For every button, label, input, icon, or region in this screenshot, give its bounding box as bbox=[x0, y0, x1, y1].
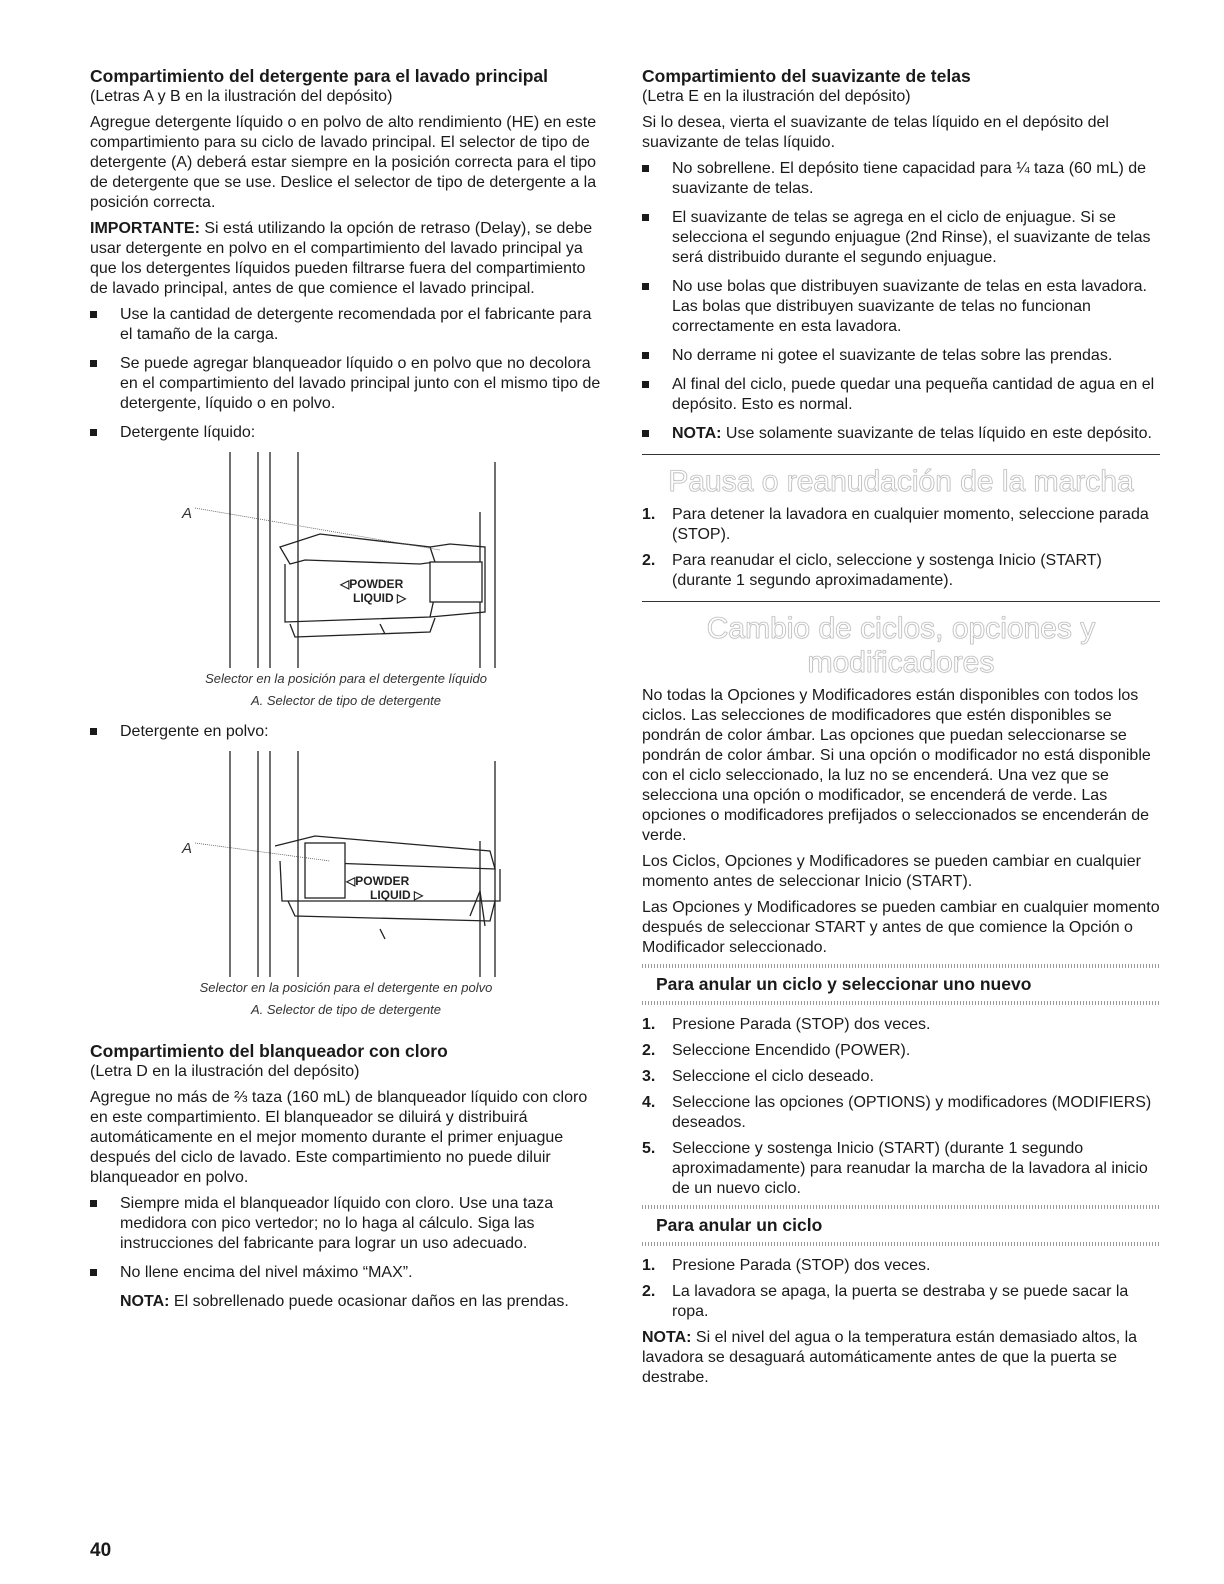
step-text: Presione Parada (STOP) dos veces. bbox=[672, 1016, 931, 1033]
cancel-note bbox=[642, 1328, 1160, 1388]
bleach-note bbox=[90, 1292, 602, 1312]
important-label: IMPORTANTE: bbox=[90, 220, 200, 237]
list-item: 4. Seleccione las opciones (OPTIONS) y modificadores (MODIFIERS) deseados. bbox=[642, 1094, 1152, 1131]
list-item: Siempre mida el blanqueador líquido con cloro. Use una taza medidora con pico vertedor; no lo haga al cálculo. Siga las instrucciones del fabricante para lograr un uso adecuado. bbox=[90, 1194, 602, 1254]
change-paragraph: No todas la Opciones y Modificadores están disponibles con todos los ciclos. Las selecciones de modificadores que estén disponibles se pondrán de color ámbar. Las opciones que puedan seleccionarse se pondrán de color ámbar. Si una opción o modificador no está disponible con el ciclo seleccionado, la luz no se encenderá. Una vez que se selecciona una opción o modificador, se encenderá de verde. Las opciones o modificadores prefijados o seleccionados se encenderán de verde. bbox=[642, 687, 1151, 844]
change-paragraph: Las Opciones y Modificadores se pueden cambiar en cualquier momento después de seleccionar START y antes de que comience la Opción o Modificador seleccionado. bbox=[642, 899, 1160, 956]
cancel-new-heading: Para anular un ciclo y seleccionar uno nuevo bbox=[656, 974, 1032, 994]
bleach-heading: Compartimiento del blanqueador con cloro bbox=[90, 1041, 448, 1061]
dispenser-drawing-liquid bbox=[90, 452, 602, 668]
figure-caption-key: A. Selector de tipo de detergente bbox=[250, 693, 442, 708]
list-item: Detergente líquido: bbox=[90, 423, 602, 443]
list-item: No use bolas que distribuyen suavizante de telas en esta lavadora. Las bolas que distribuyen suavizante de telas no funcionan correctamente en esta lavadora. bbox=[642, 277, 1160, 337]
list-item: 5. Seleccione y sostenga Inicio (START) (durante 1 segundo aproximadamente) para reanudar la marcha de la lavadora al inicio de un nuevo ciclo. bbox=[642, 1140, 1148, 1197]
dotted-divider bbox=[642, 1205, 1160, 1209]
list-item: Se puede agregar blanqueador líquido o en polvo que no decolora en el compartimiento del lavado principal junto con el mismo tipo de detergente, líquido o en polvo. bbox=[90, 354, 602, 414]
powder-bullet bbox=[90, 722, 602, 742]
cancel-heading: Para anular un ciclo bbox=[656, 1215, 823, 1235]
step-text: Para detener la lavadora en cualquier momento, seleccione parada (STOP). bbox=[672, 506, 1149, 543]
list-item: 1. Presione Parada (STOP) dos veces. bbox=[642, 1016, 931, 1033]
list-item: 1. Presione Parada (STOP) dos veces. bbox=[642, 1257, 931, 1274]
liquid-selector-illustration bbox=[90, 452, 602, 668]
list-item: Detergente en polvo: bbox=[90, 722, 602, 742]
dotted-divider bbox=[642, 1001, 1160, 1005]
step-text: La lavadora se apaga, la puerta se destraba y se puede sacar la ropa. bbox=[672, 1283, 1129, 1320]
change-heading-line2: modificadores bbox=[807, 646, 995, 679]
note-text: Use solamente suavizante de telas líquido en este depósito. bbox=[721, 425, 1152, 442]
figure-caption: Selector en la posición para el detergente líquido bbox=[205, 671, 487, 686]
list-item: No sobrellene. El depósito tiene capacidad para ¼ taza (60 mL) de suavizante de telas. bbox=[642, 159, 1160, 199]
powder-label: ◁POWDER bbox=[340, 577, 404, 591]
right-column bbox=[642, 66, 1160, 1394]
list-item: Use la cantidad de detergente recomendada por el fabricante para el tamaño de la carga. bbox=[90, 305, 602, 345]
important-text: Si está utilizando la opción de retraso (Delay), se debe usar detergente en polvo en el compartimiento del lavado principal ya que los detergentes líquidos pueden filtrarse fuera del compartimiento de lavado principal, antes de que comience el lavado principal. bbox=[90, 220, 593, 297]
list-item: 1. Para detener la lavadora en cualquier momento, seleccione parada (STOP). bbox=[642, 506, 1149, 543]
pause-heading: Pausa o reanudación de la marcha bbox=[668, 465, 1134, 498]
note-text: Si el nivel del agua o la temperatura están demasiado altos, la lavadora se desaguará automáticamente antes de que la puerta se destrabe. bbox=[642, 1329, 1138, 1386]
note-label: NOTA: bbox=[642, 1329, 692, 1346]
callout-a-label: A bbox=[182, 505, 193, 522]
softener-bullets bbox=[642, 159, 1160, 444]
powder-selector-illustration bbox=[90, 751, 602, 977]
step-text: Seleccione Encendido (POWER). bbox=[672, 1042, 911, 1059]
page-number: 40 bbox=[90, 1540, 112, 1561]
liquid-label: LIQUID ▷ bbox=[353, 591, 407, 605]
note-label: NOTA: bbox=[120, 1293, 170, 1310]
softener-paragraph: Si lo desea, vierta el suavizante de telas líquido en el depósito del suavizante de telas líquido. bbox=[642, 114, 1109, 151]
powder-label: ◁POWDER bbox=[346, 874, 410, 888]
callout-a-label: A bbox=[182, 840, 193, 857]
note-label: NOTA: bbox=[672, 425, 722, 442]
change-heading-line1: Cambio de ciclos, opciones y bbox=[706, 612, 1096, 645]
important-paragraph bbox=[90, 219, 602, 299]
change-paragraph: Los Ciclos, Opciones y Modificadores se pueden cambiar en cualquier momento antes de seleccionar Inicio (START). bbox=[642, 853, 1141, 890]
list-item: Al final del ciclo, puede quedar una pequeña cantidad de agua en el depósito. Esto es normal. bbox=[642, 375, 1160, 415]
softener-subheading: (Letra E en la ilustración del depósito) bbox=[642, 88, 911, 105]
figure-caption: Selector en la posición para el detergente en polvo bbox=[199, 980, 493, 995]
detergent-paragraph: Agregue detergente líquido o en polvo de alto rendimiento (HE) en este compartimiento para su ciclo de lavado principal. El selector de tipo de detergente (A) deberá estar siempre en la posición correcta para el tipo de detergente que se use. Deslice el selector de tipo de detergente a la posición correcta. bbox=[90, 114, 597, 211]
step-text: Presione Parada (STOP) dos veces. bbox=[672, 1257, 931, 1274]
list-item bbox=[642, 424, 1160, 444]
softener-heading: Compartimiento del suavizante de telas bbox=[642, 66, 971, 86]
left-column bbox=[90, 66, 602, 1318]
pause-steps bbox=[642, 505, 1160, 591]
bleach-bullets bbox=[90, 1194, 602, 1283]
dispenser-drawing-powder bbox=[90, 751, 602, 977]
list-item: No derrame ni gotee el suavizante de telas sobre las prendas. bbox=[642, 346, 1160, 366]
section-divider bbox=[642, 601, 1160, 602]
bleach-paragraph: Agregue no más de ⅔ taza (160 mL) de blanqueador líquido con cloro en este compartimiento. El blanqueador se diluirá y distribuirá automáticamente en el mejor momento durante el primer enjuague después del ciclo de lavado. Este compartimiento no puede diluir blanqueador en polvo. bbox=[90, 1089, 588, 1186]
list-item: El suavizante de telas se agrega en el ciclo de enjuague. Si se selecciona el segundo enjuague (2nd Rinse), el suavizante de telas será distribuido durante el segundo enjuague. bbox=[642, 208, 1160, 268]
liquid-label: LIQUID ▷ bbox=[370, 888, 424, 902]
step-text: Seleccione y sostenga Inicio (START) (durante 1 segundo aproximadamente) para reanudar la marcha de la lavadora al inicio de un nuevo ciclo. bbox=[672, 1140, 1148, 1197]
step-text: Para reanudar el ciclo, seleccione y sostenga Inicio (START) (durante 1 segundo aproximadamente). bbox=[672, 552, 1102, 589]
dotted-divider bbox=[642, 1242, 1160, 1246]
section-divider bbox=[642, 454, 1160, 455]
cancel-new-steps bbox=[642, 1015, 1160, 1199]
detergent-bullets bbox=[90, 305, 602, 443]
list-item: 3. Seleccione el ciclo deseado. bbox=[642, 1068, 874, 1085]
step-text: Seleccione las opciones (OPTIONS) y modificadores (MODIFIERS) deseados. bbox=[672, 1094, 1152, 1131]
detergent-heading: Compartimiento del detergente para el lavado principal bbox=[90, 66, 549, 86]
list-item: No llene encima del nivel máximo “MAX”. bbox=[90, 1263, 602, 1283]
dotted-divider bbox=[642, 964, 1160, 968]
cancel-steps bbox=[642, 1256, 1160, 1322]
detergent-subheading: (Letras A y B en la ilustración del depósito) bbox=[90, 88, 393, 105]
figure-caption-key: A. Selector de tipo de detergente bbox=[250, 1002, 442, 1017]
list-item: 2. La lavadora se apaga, la puerta se destraba y se puede sacar la ropa. bbox=[642, 1283, 1129, 1320]
step-text: Seleccione el ciclo deseado. bbox=[672, 1068, 874, 1085]
bleach-subheading: (Letra D en la ilustración del depósito) bbox=[90, 1063, 360, 1080]
list-item: 2. Para reanudar el ciclo, seleccione y sostenga Inicio (START) (durante 1 segundo aproximadamente). bbox=[642, 552, 1102, 589]
list-item: 2. Seleccione Encendido (POWER). bbox=[642, 1042, 911, 1059]
note-text: El sobrellenado puede ocasionar daños en las prendas. bbox=[169, 1293, 569, 1310]
